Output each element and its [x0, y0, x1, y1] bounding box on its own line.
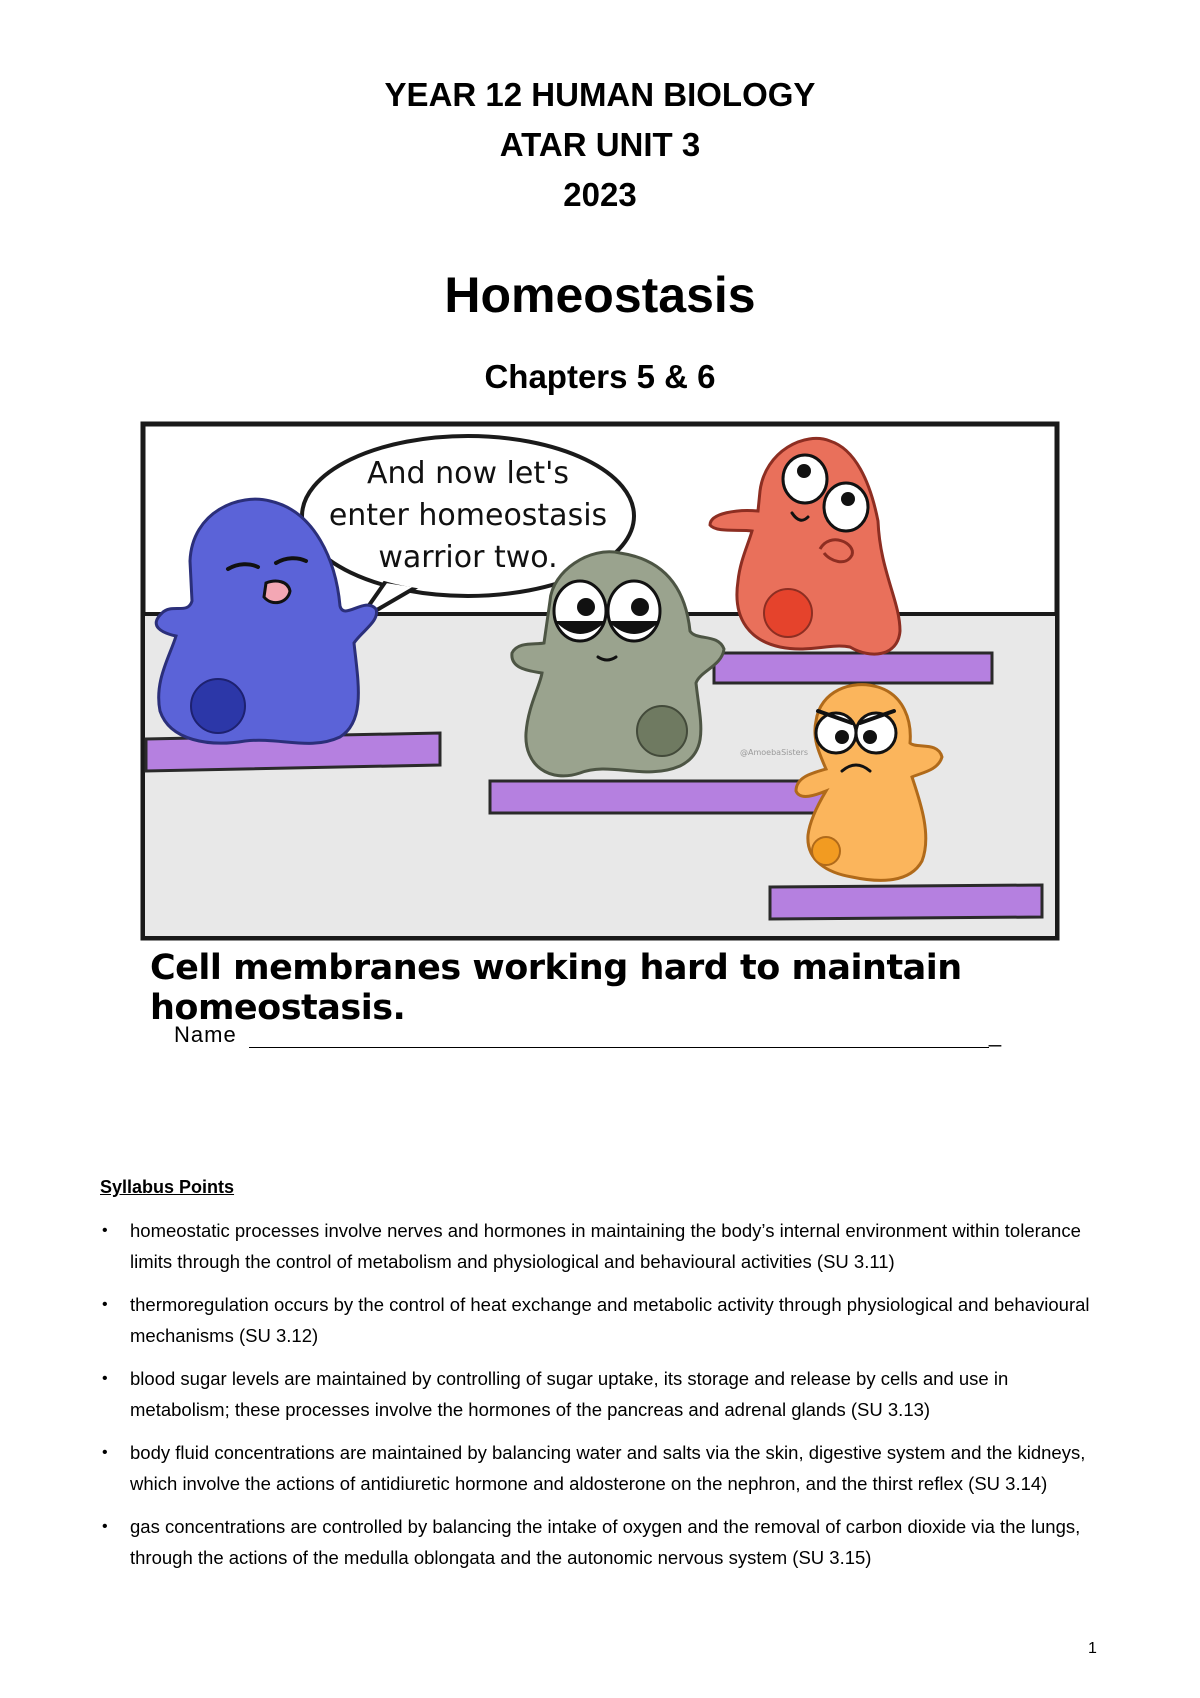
syllabus-item — [100, 1289, 1110, 1351]
yoga-mat — [714, 653, 992, 683]
syllabus-list — [100, 1215, 1110, 1585]
comic-caption: Cell membranes working hard to maintain homeostasis. — [150, 948, 962, 1028]
name-line-suffix: _ — [988, 1022, 1002, 1047]
syllabus-item-text: body fluid concentrations are maintained by balancing water and salts via the skin, digestive system and the kidneys, which involve the actions of antidiuretic hormone and aldosterone on the nephron, and the thirst reflex (SU 3.14) — [130, 1442, 1086, 1494]
page-title: Homeostasis — [444, 267, 756, 323]
header-unit: ATAR UNIT 3 — [499, 126, 701, 163]
syllabus-item — [100, 1511, 1110, 1573]
yoga-mat — [770, 885, 1042, 919]
name-label: Name — [174, 1022, 237, 1047]
syllabus-item — [100, 1363, 1110, 1425]
yoga-mat — [490, 781, 844, 813]
syllabus-item — [100, 1437, 1110, 1499]
speech-text-line2: enter homeostasis — [328, 498, 608, 533]
header-course: YEAR 12 HUMAN BIOLOGY — [384, 76, 816, 113]
speech-text-line3: warrior two. — [378, 540, 558, 575]
syllabus-item-text: gas concentrations are controlled by balancing the intake of oxygen and the removal of carbon dioxide via the lungs, through the actions of the medulla oblongata and the autonomic nervous system (SU 3.15) — [130, 1516, 1081, 1568]
syllabus-item-text: thermoregulation occurs by the control of heat exchange and metabolic activity through physiological and behavioural mechanisms (SU 3.12) — [130, 1294, 1090, 1346]
syllabus-item-text: blood sugar levels are maintained by controlling of sugar uptake, its storage and release by cells and use in metabolism; these processes involve the hormones of the pancreas and adrenal glands (SU 3.13) — [130, 1368, 1009, 1420]
bullet-icon: • — [102, 1296, 108, 1313]
bullet-icon: • — [102, 1518, 108, 1535]
header-year: 2023 — [563, 176, 637, 213]
syllabus-item-text: homeostatic processes involve nerves and hormones in maintaining the body’s internal environment within tolerance limits through the control of metabolism and physiological and behavioural activities (SU 3.11) — [130, 1220, 1081, 1272]
syllabus-heading: Syllabus Points — [100, 1177, 235, 1197]
name-input-line[interactable] — [249, 1025, 989, 1048]
page-subtitle: Chapters 5 & 6 — [484, 358, 716, 395]
comic-illustration — [140, 421, 1060, 941]
page-number: 1 — [1088, 1640, 1097, 1657]
bullet-icon: • — [102, 1370, 108, 1387]
name-field-row — [174, 1022, 1001, 1048]
speech-text-line1: And now let's — [367, 456, 569, 491]
comic-watermark: @AmoebaSisters — [740, 748, 809, 757]
bullet-icon: • — [102, 1444, 108, 1461]
syllabus-item — [100, 1215, 1110, 1277]
bullet-icon: • — [102, 1222, 108, 1239]
